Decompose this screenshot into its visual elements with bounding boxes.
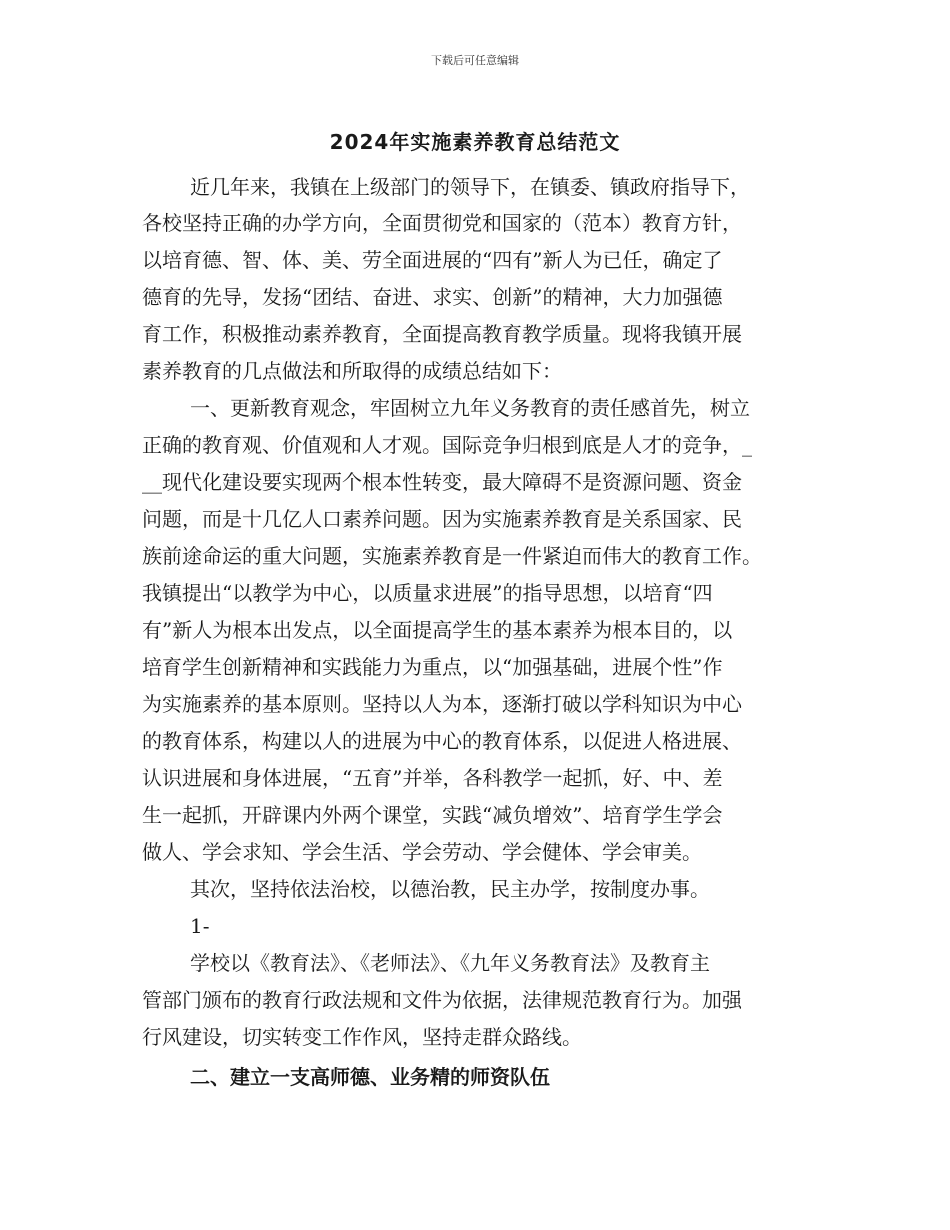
paragraph-line: 学校以《教育法》、《老师法》、《九年义务教育法》及教育主 — [190, 951, 710, 975]
page-number: 1- — [190, 914, 210, 938]
section-heading: 二、建立一支高师德、业务精的师资队伍 — [190, 1065, 550, 1089]
paragraph-line: 我镇提出“以教学为中心，以质量求进展”的指导思想，以培育“四 — [142, 581, 713, 605]
paragraph-line: 族前途命运的重大问题，实施素养教育是一件紧迫而伟大的教育工作。 — [142, 544, 762, 568]
document-title: 2024年实施素养教育总结范文 — [329, 130, 621, 154]
paragraph-line: 育工作，积极推动素养教育，全面提高教育教学质量。现将我镇开展 — [142, 322, 742, 346]
paragraph-line: 一、更新教育观念，牢固树立九年义务教育的责任感首先，树立 — [190, 396, 750, 420]
paragraph-line: 生一起抓，开辟课内外两个课堂，实践“减负增效”、培育学生学会 — [142, 803, 723, 827]
paragraph-line: 近几年来，我镇在上级部门的领导下，在镇委、镇政府指导下， — [190, 175, 750, 199]
paragraph-line: 德育的先导，发扬“团结、奋进、求实、创新”的精神，大力加强德 — [142, 285, 723, 309]
paragraph-line: 素养教育的几点做法和所取得的成绩总结如下： — [142, 359, 562, 383]
paragraph-line: __现代化建设要实现两个根本性转变，最大障碍不是资源问题、资金 — [142, 470, 742, 494]
paragraph-line: 各校坚持正确的办学方向，全面贯彻党和国家的（范本）教育方针， — [142, 211, 742, 235]
paragraph-line: 培育学生创新精神和实践能力为重点，以“加强基础，进展个性”作 — [142, 655, 723, 679]
paragraph-line: 为实施素养的基本原则。坚持以人为本，逐渐打破以学科知识为中心 — [142, 692, 742, 716]
paragraph-line: 正确的教育观、价值观和人才观。国际竞争归根到底是人才的竞争，_ — [142, 433, 752, 457]
header-note: 下载后可任意编辑 — [431, 54, 519, 67]
paragraph-line: 其次，坚持依法治校，以德治教，民主办学，按制度办事。 — [190, 877, 710, 901]
paragraph-line: 以培育德、智、体、美、劳全面进展的“四有”新人为已任，确定了 — [142, 248, 723, 272]
paragraph-line: 的教育体系，构建以人的进展为中心的教育体系，以促进人格进展、 — [142, 729, 742, 753]
paragraph-line: 认识进展和身体进展，“五育”并举，各科教学一起抓，好、中、差 — [142, 766, 723, 790]
paragraph-line: 有”新人为根本出发点，以全面提高学生的基本素养为根本目的，以 — [142, 618, 733, 642]
paragraph-line: 行风建设，切实转变工作作风，坚持走群众路线。 — [142, 1025, 582, 1049]
paragraph-line: 问题，而是十几亿人口素养问题。因为实施素养教育是关系国家、民 — [142, 507, 742, 531]
paragraph-line: 管部门颁布的教育行政法规和文件为依据，法律规范教育行为。加强 — [142, 988, 742, 1012]
paragraph-line: 做人、学会求知、学会生活、学会劳动、学会健体、学会审美。 — [142, 840, 702, 864]
